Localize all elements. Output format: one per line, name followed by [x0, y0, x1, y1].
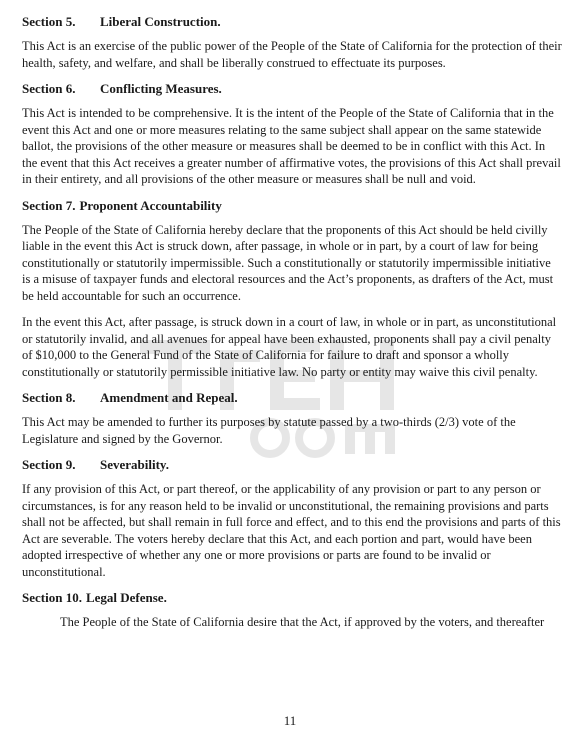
section-7-heading	[22, 198, 562, 214]
section-number: Section 7.	[22, 197, 76, 213]
page-number: 11	[283, 713, 297, 728]
section-title: Legal Defense.	[85, 590, 167, 605]
section-title: Proponent Accountability	[79, 197, 222, 213]
section-title: Liberal Construction.	[100, 14, 221, 29]
section-number: Section 6.	[22, 81, 76, 96]
section-8-paragraph: This Act may be amended to further its purposes by statute passed by a two-thirds (2/3) vote of the Legislature and signed by the Governor.	[22, 415, 516, 446]
document-page	[22, 6, 562, 641]
section-number: Section 10.	[22, 590, 82, 605]
section-7-paragraph-1: The People of the State of California hereby declare that the proponents of this Act should be held civilly liable in the event this Act is struck down, after passage, in whole or in part, by a court of law for being constitutionally or statutorily impermissible. Such a constitutionally or statutorily impermissible initiative is a misuse of taxpayer funds and electoral resources and the Act’s proponents, as drafters of the Act, must be held accountable for such an occurrence.	[22, 222, 554, 303]
section-title: Conflicting Measures.	[100, 81, 222, 96]
section-10-paragraph: The People of the State of California desire that the Act, if approved by the voters, and thereafter	[60, 615, 545, 629]
section-number: Section 5.	[22, 14, 76, 29]
section-7-paragraph-2: In the event this Act, after passage, is struck down in a court of law, in whole or in part, as unconstitutional or statutorily invalid, and all avenues for appeal have been exhausted, proponents shall pay a civil penalty of $10,000 to the General Fund of the State of California for failure to draft and sponsor a wholly constitutionally or statutorily permissible initiative law. No party or entity may waive this civil penalty.	[22, 315, 557, 379]
section-8-heading	[22, 390, 562, 406]
section-5-paragraph: This Act is an exercise of the public power of the People of the State of California for the protection of their health, safety, and welfare, and shall be liberally construed to effectuate its purposes.	[22, 39, 562, 70]
section-number: Section 8.	[22, 390, 76, 405]
section-6-heading	[22, 81, 562, 97]
section-6-paragraph: This Act is intended to be comprehensive. It is the intent of the People of the State of California that in the event this Act and one or more measures relating to the same subject shall appear on the same statewide ballot, the provisions of the other measure or measures shall be deemed to be in conflict with this Act. In the event that this Act receives a greater number of affirmative votes, the provisions of this Act shall prevail in their entirety, and all provisions of the other measure or measures shall be null and void.	[22, 106, 561, 186]
section-9-paragraph: If any provision of this Act, or part thereof, or the applicability of any provision or part to any person or circumstances, is for any reason held to be invalid or unconstitutional, the remaining provisions and parts shall not be affected, but shall remain in full force and effect, and to this end the provisions and parts of this Act are severable. The voters hereby declare that this Act, and each portion and part, would have been adopted irrespective of whether any one or more provisions or parts are found to be invalid or unconstitutional.	[22, 482, 561, 579]
section-5-heading	[22, 14, 562, 30]
section-10-heading	[22, 590, 562, 606]
section-title: Severability.	[100, 457, 169, 472]
section-title: Amendment and Repeal.	[100, 390, 238, 405]
section-9-heading	[22, 457, 562, 473]
section-number: Section 9.	[22, 457, 76, 472]
